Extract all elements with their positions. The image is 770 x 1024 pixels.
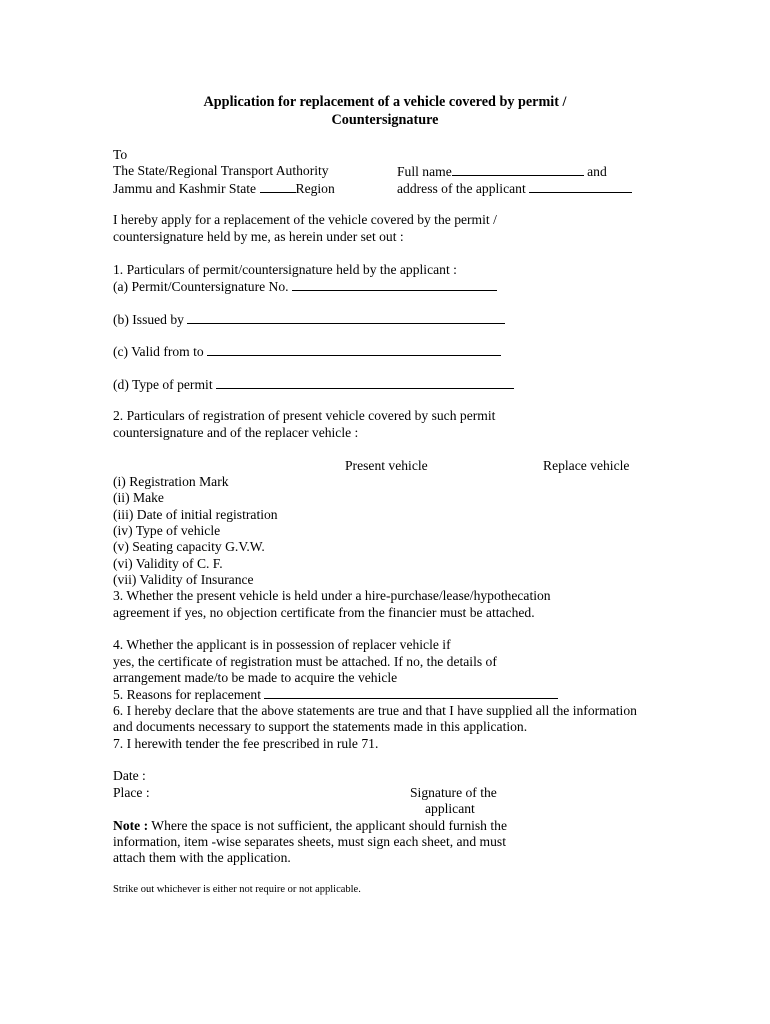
form-title-line-1: Application for replacement of a vehicle covered by permit / xyxy=(203,94,567,110)
authority-line-1: The State/Regional Transport Authority xyxy=(113,163,329,178)
note-line-3: attach them with the application. xyxy=(113,850,291,865)
region-field[interactable] xyxy=(260,180,296,193)
section-3-line-1: 3. Whether the present vehicle is held under a hire-purchase/lease/hypothecation xyxy=(113,588,551,603)
section-4-line-2: yes, the certificate of registration must be attached. If no, the details of xyxy=(113,654,497,669)
issued-by-field[interactable] xyxy=(187,311,505,324)
issued-by-row: (b) Issued by xyxy=(113,311,505,328)
full-name-field[interactable] xyxy=(452,163,584,176)
note-line-2: information, item -wise separates sheets, must sign each sheet, and must xyxy=(113,834,506,849)
intro-line-1: I hereby apply for a replacement of the vehicle covered by the permit / xyxy=(113,212,497,227)
authority-line-2: Jammu and Kashmir State Region xyxy=(113,181,335,196)
note-line-1: Note : Where the space is not sufficient, the applicant should furnish the xyxy=(113,818,507,833)
section-2-line-1: 2. Particulars of registration of present vehicle covered by such permit xyxy=(113,408,496,423)
reasons-row: 5. Reasons for replacement xyxy=(113,686,558,703)
valid-from-field[interactable] xyxy=(207,343,501,356)
reasons-field[interactable] xyxy=(264,686,558,699)
section-6-line-2: and documents necessary to support the statements made in this application. xyxy=(113,719,528,734)
to-label: To xyxy=(113,147,128,162)
section-6-line-1: 6. I hereby declare that the above statements are true and that I have supplied all the information xyxy=(113,703,637,718)
section-7-line-1: 7. I herewith tender the fee prescribed in rule 71. xyxy=(113,736,379,751)
vehicle-item-type: (iv) Type of vehicle xyxy=(113,523,221,538)
section-1-heading: 1. Particulars of permit/countersignature held by the applicant : xyxy=(113,262,457,277)
vehicle-item-seating-capacity: (v) Seating capacity G.V.W. xyxy=(113,539,265,554)
section-3-line-2: agreement if yes, no objection certificate from the financier must be attached. xyxy=(113,605,535,620)
signature-label-line-1: Signature of the xyxy=(410,785,497,800)
note-label: Note : xyxy=(113,818,149,833)
applicant-address-row: address of the applicant xyxy=(397,180,632,197)
vehicle-item-make: (ii) Make xyxy=(113,490,164,505)
valid-from-row: (c) Valid from to xyxy=(113,343,501,360)
full-name-row: Full name and xyxy=(397,164,607,179)
vehicle-item-validity-insurance: (vii) Validity of Insurance xyxy=(113,572,254,587)
replace-vehicle-heading: Replace vehicle xyxy=(543,458,630,473)
vehicle-item-initial-registration: (iii) Date of initial registration xyxy=(113,507,278,522)
permit-number-row: (a) Permit/Countersignature No. xyxy=(113,278,497,295)
permit-number-field[interactable] xyxy=(292,278,497,291)
section-4-line-3: arrangement made/to be made to acquire the vehicle xyxy=(113,670,398,685)
applicant-address-field[interactable] xyxy=(529,180,632,193)
permit-type-field[interactable] xyxy=(216,376,514,389)
place-label: Place : xyxy=(113,785,150,800)
date-label: Date : xyxy=(113,768,146,783)
vehicle-item-registration-mark: (i) Registration Mark xyxy=(113,474,229,489)
signature-label-line-2: applicant xyxy=(425,801,475,816)
strike-out-note: Strike out whichever is either not require or not applicable. xyxy=(113,884,361,895)
form-title-line-2: Countersignature xyxy=(331,112,439,128)
section-4-line-1: 4. Whether the applicant is in possession of replacer vehicle if xyxy=(113,637,451,652)
intro-line-2: countersignature held by me, as herein under set out : xyxy=(113,229,404,244)
vehicle-item-validity-cf: (vi) Validity of C. F. xyxy=(113,556,223,571)
permit-type-row: (d) Type of permit xyxy=(113,376,514,393)
section-2-line-2: countersignature and of the replacer vehicle : xyxy=(113,425,359,440)
present-vehicle-heading: Present vehicle xyxy=(345,458,428,473)
